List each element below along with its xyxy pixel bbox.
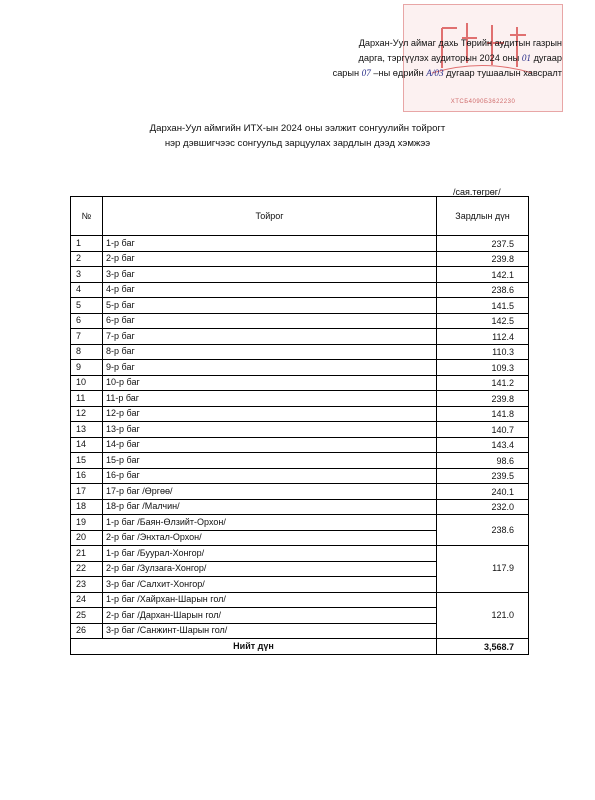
row-number: 7: [71, 329, 103, 345]
handwritten-order-number: А/03: [426, 68, 444, 78]
district-name: 1-р баг: [103, 236, 437, 252]
expense-amount: 237.5: [437, 236, 529, 252]
district-name: 1-р баг /Буурал-Хонгор/: [103, 546, 437, 562]
row-number: 21: [71, 546, 103, 562]
table-row: [71, 406, 529, 422]
merged-expense-amount: 121.0: [437, 592, 529, 639]
district-name: 12-р баг: [103, 406, 437, 422]
district-name: 3-р баг /Салхит-Хонгор/: [103, 577, 437, 593]
table-row: [71, 453, 529, 469]
table-row: [71, 236, 529, 252]
header-amount: Зардлын дүн: [437, 197, 529, 236]
table-row: [71, 329, 529, 345]
district-name: 3-р баг: [103, 267, 437, 283]
row-number: 26: [71, 623, 103, 639]
row-number: 16: [71, 468, 103, 484]
table-body: [71, 236, 529, 655]
row-number: 11: [71, 391, 103, 407]
row-number: 5: [71, 298, 103, 314]
row-number: 18: [71, 499, 103, 515]
table-row: [71, 422, 529, 438]
row-number: 15: [71, 453, 103, 469]
row-number: 13: [71, 422, 103, 438]
table-row: [71, 298, 529, 314]
expense-amount: 238.6: [437, 282, 529, 298]
table-row: [71, 360, 529, 376]
expense-amount: 239.8: [437, 251, 529, 267]
header-district: Тойрог: [103, 197, 437, 236]
row-number: 25: [71, 608, 103, 624]
table-row: [71, 251, 529, 267]
expense-amount: 232.0: [437, 499, 529, 515]
expense-amount: 98.6: [437, 453, 529, 469]
header-line-1: Дархан-Уул аймаг дахь Төрийн аудитын газрын: [358, 38, 562, 48]
expense-amount: 239.5: [437, 468, 529, 484]
district-name: 2-р баг /Энхтал-Орхон/: [103, 530, 437, 546]
table-row: [71, 313, 529, 329]
total-label: Нийт дүн: [71, 639, 437, 655]
stamp-id: ХТСБ4090Б3622230: [450, 99, 516, 105]
merged-expense-amount: 117.9: [437, 546, 529, 593]
district-name: 10-р баг: [103, 375, 437, 391]
expense-amount: 141.5: [437, 298, 529, 314]
expense-amount: 143.4: [437, 437, 529, 453]
unit-label: /сая.төгрөг/: [453, 187, 501, 197]
district-name: 1-р баг /Хайрхан-Шарын гол/: [103, 592, 437, 608]
table-header-row: [71, 197, 529, 236]
table-row: [71, 267, 529, 283]
row-number: 17: [71, 484, 103, 500]
handwritten-month: 01: [521, 53, 531, 63]
row-number: 2: [71, 251, 103, 267]
table-row: [71, 391, 529, 407]
row-number: 9: [71, 360, 103, 376]
district-name: 2-р баг /Дархан-Шарын гол/: [103, 608, 437, 624]
table-row: [71, 484, 529, 500]
district-name: 13-р баг: [103, 422, 437, 438]
row-number: 14: [71, 437, 103, 453]
district-name: 7-р баг: [103, 329, 437, 345]
total-amount: 3,568.7: [437, 639, 529, 655]
district-name: 8-р баг: [103, 344, 437, 360]
district-name: 6-р баг: [103, 313, 437, 329]
row-number: 12: [71, 406, 103, 422]
row-number: 22: [71, 561, 103, 577]
expense-amount: 141.2: [437, 375, 529, 391]
handwritten-day: 07: [361, 68, 371, 78]
district-name: 15-р баг: [103, 453, 437, 469]
row-number: 24: [71, 592, 103, 608]
expense-table: [70, 196, 529, 655]
merged-expense-amount: 238.6: [437, 515, 529, 546]
row-number: 6: [71, 313, 103, 329]
header-number: №: [71, 197, 103, 236]
district-name: 3-р баг /Санжинт-Шарын гол/: [103, 623, 437, 639]
district-name: 2-р баг /Зулзага-Хонгор/: [103, 561, 437, 577]
district-name: 16-р баг: [103, 468, 437, 484]
district-name: 9-р баг: [103, 360, 437, 376]
row-number: 4: [71, 282, 103, 298]
expense-amount: 142.5: [437, 313, 529, 329]
table-row: [71, 375, 529, 391]
table-row: [71, 499, 529, 515]
district-name: 1-р баг /Баян-Өлзийт-Орхон/: [103, 515, 437, 531]
table-row: [71, 437, 529, 453]
expense-amount: 110.3: [437, 344, 529, 360]
district-name: 14-р баг: [103, 437, 437, 453]
district-name: 5-р баг: [103, 298, 437, 314]
district-name: 4-р баг: [103, 282, 437, 298]
table-row: [71, 468, 529, 484]
document-title-line-1: Дархан-Уул аймгийн ИТХ-ын 2024 оны ээлжит сонгуулийн тойрогт: [149, 123, 446, 134]
table-row: [71, 546, 529, 562]
table-row: [71, 515, 529, 531]
district-name: 2-р баг: [103, 251, 437, 267]
expense-amount: 109.3: [437, 360, 529, 376]
document-title-line-2: нэр дэвшигчээс сонгуульд зарцуулах зардлын дээд хэмжээ: [164, 138, 431, 149]
row-number: 19: [71, 515, 103, 531]
expense-amount: 240.1: [437, 484, 529, 500]
table-row: [71, 344, 529, 360]
district-name: 18-р баг /Малчин/: [103, 499, 437, 515]
row-number: 20: [71, 530, 103, 546]
row-number: 3: [71, 267, 103, 283]
district-name: 11-р баг: [103, 391, 437, 407]
header-line-2: дарга, тэргүүлэх аудиторын 2024 оны 01 дугаар: [358, 53, 562, 63]
total-row: [71, 639, 529, 655]
expense-amount: 239.8: [437, 391, 529, 407]
expense-amount: 112.4: [437, 329, 529, 345]
table-row: [71, 282, 529, 298]
expense-amount: 141.8: [437, 406, 529, 422]
header-line-3: сарын 07 –ны өдрийн А/03 дугаар тушаалын хавсралт: [332, 68, 562, 78]
row-number: 23: [71, 577, 103, 593]
district-name: 17-р баг /Өргөө/: [103, 484, 437, 500]
row-number: 10: [71, 375, 103, 391]
row-number: 8: [71, 344, 103, 360]
row-number: 1: [71, 236, 103, 252]
expense-amount: 140.7: [437, 422, 529, 438]
table-row: [71, 592, 529, 608]
expense-amount: 142.1: [437, 267, 529, 283]
